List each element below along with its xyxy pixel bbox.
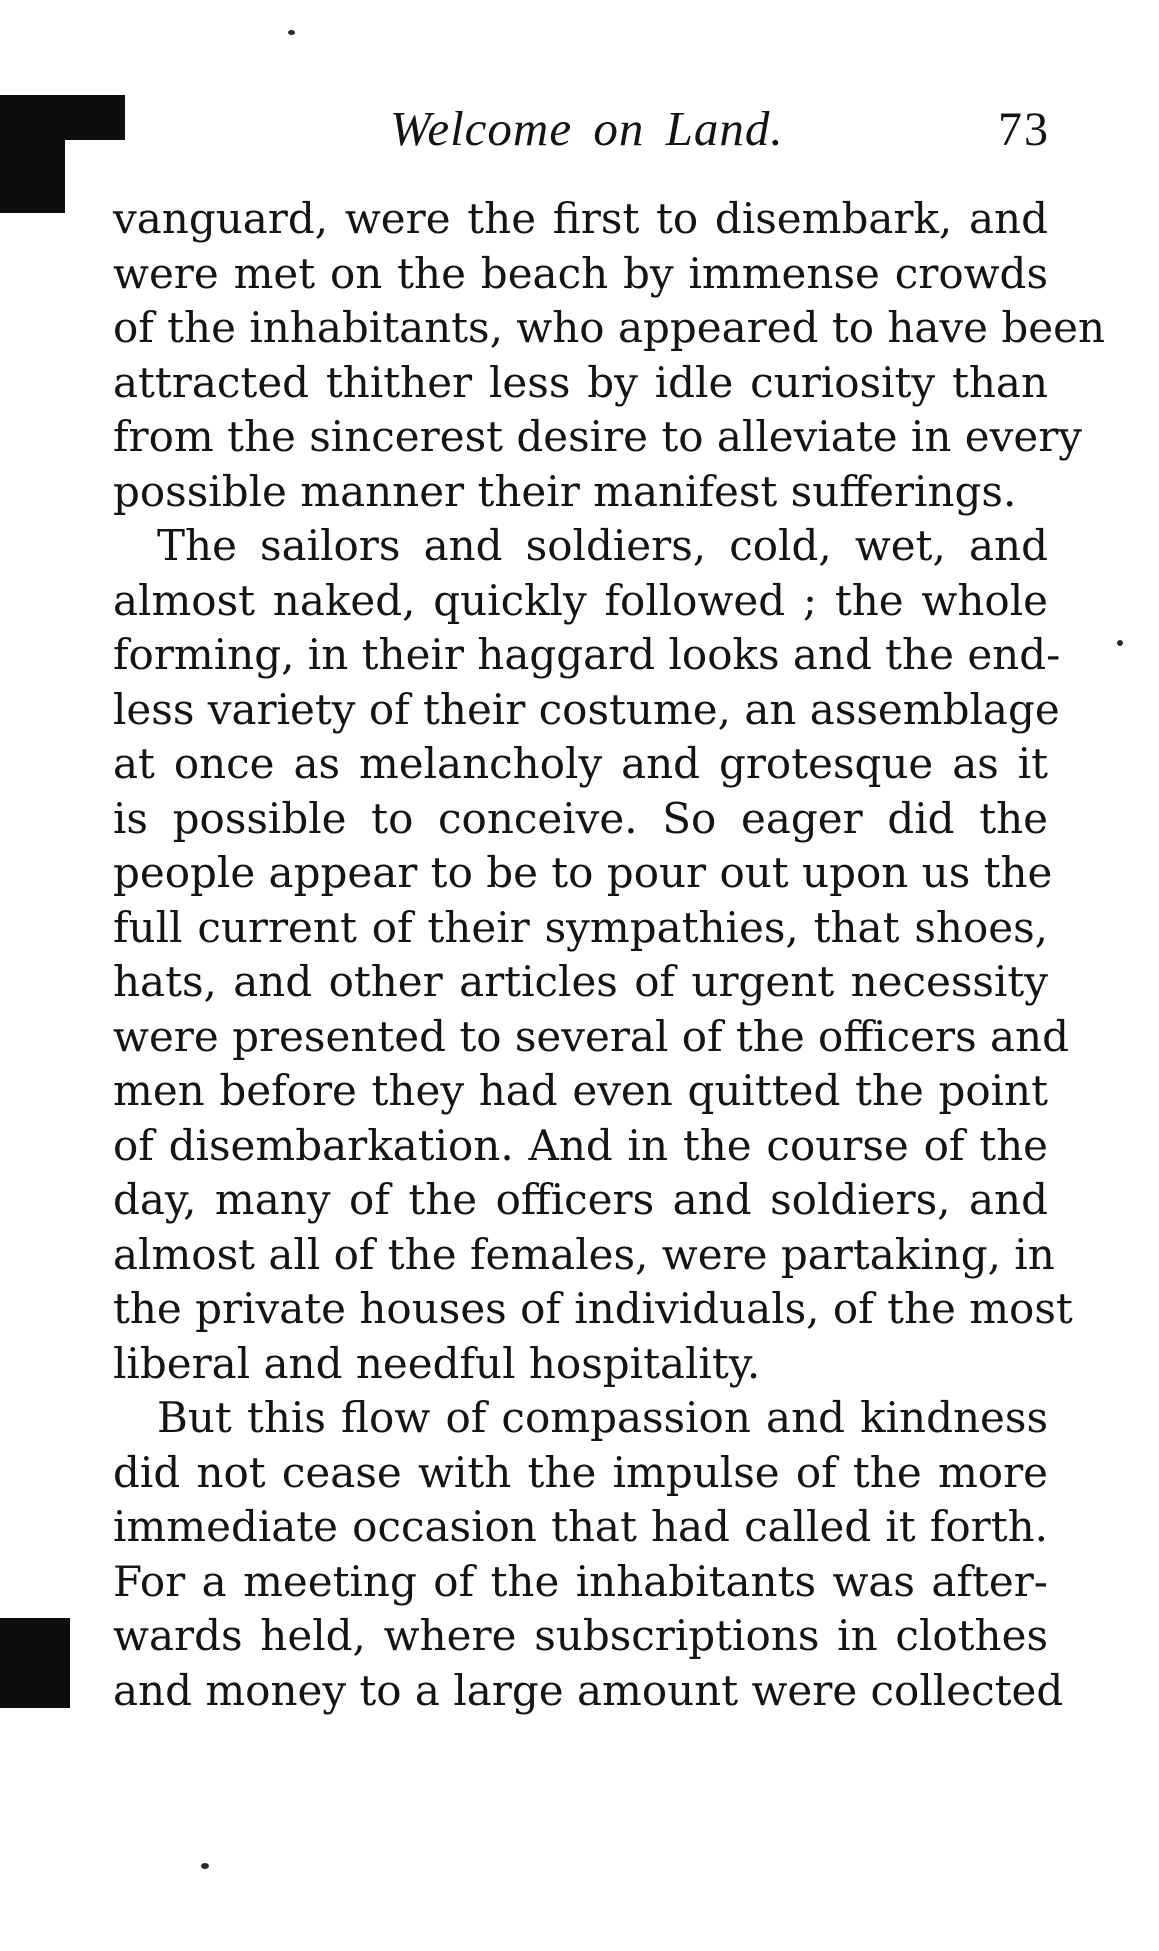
text-line: of disembarkation. And in the course of the [113,1120,1048,1170]
text-line: at once as melancholy and grotesque as it [113,739,1048,788]
ink-speck [201,1863,209,1869]
body-text [113,192,1106,1718]
text-line: men before they had even quitted the point [113,1066,1048,1115]
text-line: liberal and needful hospitality. [113,1338,761,1388]
scan-edge-mark [0,1618,70,1708]
text-line: hats, and other articles of urgent necessity [113,957,1048,1006]
text-line: almost all of the females, were partaking, in [113,1229,1055,1279]
page-header [390,100,1050,170]
text-line: of the inhabitants, who appeared to have been [113,303,1106,352]
text-line: But this flow of compassion and kindness [157,1393,1048,1442]
page-number: 73 [998,103,1050,156]
text-line: less variety of their costume, an assemblage [113,684,1060,734]
text-line: vanguard, were the first to disembark, and [113,194,1048,243]
text-line: were presented to several of the officers and [113,1011,1069,1061]
scan-edge-mark [0,95,65,213]
running-title: Welcome on Land. [390,101,784,156]
text-line: people appear to be to pour out upon us the [113,848,1053,897]
text-line: For a meeting of the inhabitants was after- [113,1556,1048,1606]
text-line: the private houses of individuals, of the most [113,1284,1073,1333]
text-line: wards held, where subscriptions in clothes [113,1611,1048,1660]
text-line: The sailors and soldiers, cold, wet, and [157,521,1048,570]
paragraph [113,519,1073,1391]
text-line: immediate occasion that had called it forth. [113,1502,1048,1551]
text-line: day, many of the officers and soldiers, and [113,1175,1048,1224]
text-line: possible manner their manifest sufferings. [113,466,1017,516]
ink-speck [1117,640,1123,646]
text-line: from the sincerest desire to alleviate in every [113,412,1082,461]
paragraph [113,1391,1064,1718]
paragraph [113,192,1106,519]
text-line: were met on the beach by immense crowds [113,248,1048,298]
text-line: is possible to conceive. So eager did the [113,793,1048,843]
ink-speck [288,30,295,35]
text-line: full current of their sympathies, that shoes, [113,902,1048,952]
text-line: attracted thither less by idle curiosity than [113,357,1048,407]
text-line: and money to a large amount were collected [113,1665,1064,1715]
text-line: did not cease with the impulse of the more [113,1447,1048,1497]
text-line: almost naked, quickly followed ; the whole [113,575,1048,625]
text-line: forming, in their haggard looks and the end- [113,630,1061,679]
